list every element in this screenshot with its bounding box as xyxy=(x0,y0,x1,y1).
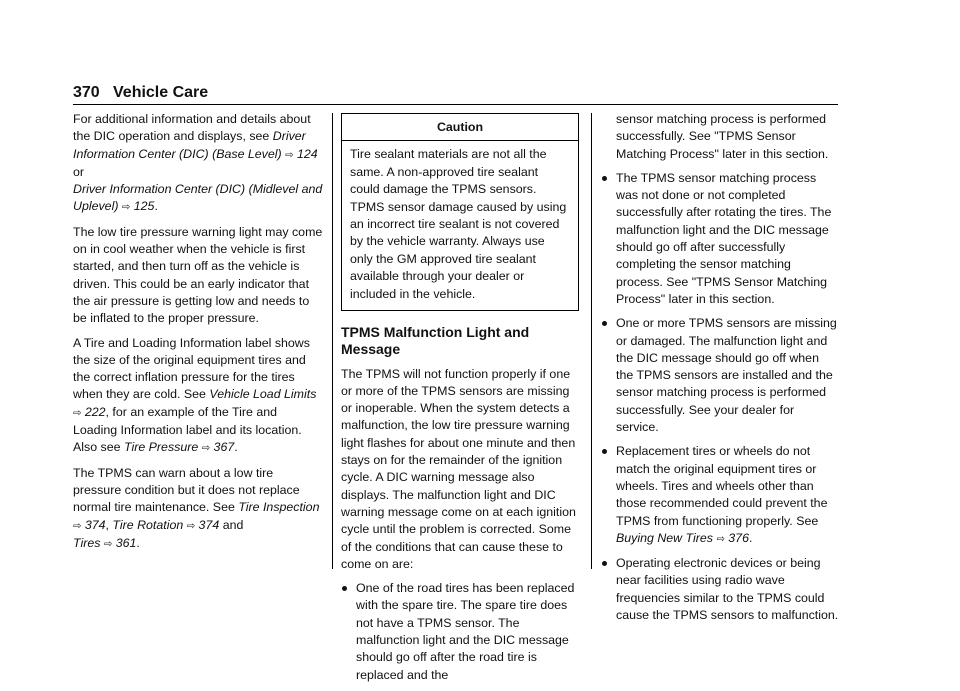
bullet-icon xyxy=(602,321,607,326)
link-dic-base-page[interactable]: 124 xyxy=(296,146,318,161)
link-tire-pressure[interactable]: Tire Pressure xyxy=(123,440,199,455)
link-dic-midlevel-page[interactable]: 125 xyxy=(133,199,155,214)
link-vehicle-load-limits-page[interactable]: 222 xyxy=(84,404,106,419)
paragraph-tire-label: A Tire and Loading Information label shows the size of the original equipment tires and the correct inflation pressure for the tires when they are cold. See Vehicle Load Limits ⇨ 222, for an example of the Tire and Loading Information label and its location. Also see Tire Pressure ⇨ 367. xyxy=(73,335,317,455)
page-ref-icon: ⇨ xyxy=(186,520,196,532)
page-ref-icon: ⇨ xyxy=(73,407,82,419)
page-ref-icon: ⇨ xyxy=(103,538,113,550)
bullet-icon xyxy=(602,449,607,454)
link-buying-new-tires-page[interactable]: 376 xyxy=(728,530,749,545)
link-dic-midlevel[interactable]: Driver Information Center (DIC) (Midlevel and Uplevel) xyxy=(73,182,323,214)
column-divider xyxy=(591,113,592,569)
list-item: One or more TPMS sensors are missing or damaged. The malfunction light and the DIC message should go off when the TPMS sensors are installed and the sensor matching process is performed successfully. See your dealer for service. xyxy=(601,315,839,436)
list-item: Replacement tires or wheels do not match the original equipment tires or wheels. Tires and wheels other than those recommended could prevent the TPMS from functioning properly. See Buying New Tires ⇨ 376. xyxy=(601,443,839,548)
list-item: Operating electronic devices or being near facilities using radio wave frequencies similar to the TPMS could cause the TPMS sensors to malfunction. xyxy=(601,555,839,624)
condition-list xyxy=(601,170,839,624)
page-header xyxy=(73,84,838,106)
page-number: 370 xyxy=(73,84,100,101)
bullet-icon xyxy=(602,176,607,181)
section-title: Vehicle Care xyxy=(113,84,209,101)
bullet-icon xyxy=(602,561,607,566)
header-rule xyxy=(73,104,838,105)
column-3 xyxy=(601,111,839,631)
caution-title: Caution xyxy=(342,114,578,141)
page-ref-icon: ⇨ xyxy=(716,533,725,545)
list-item-continued: sensor matching process is performed successfully. See "TPMS Sensor Matching Process" later in this section. xyxy=(616,112,829,161)
paragraph-low-pressure: The low tire pressure warning light may come on in cool weather when the vehicle is first started, and then turn off as the vehicle is driven. This could be an early indicator that the air pressure is getting low and needs to be inflated to the proper pressure. xyxy=(73,224,323,326)
link-buying-new-tires[interactable]: Buying New Tires xyxy=(616,530,713,545)
link-vehicle-load-limits[interactable]: Vehicle Load Limits xyxy=(209,387,317,402)
paragraph-tpms-warn: The TPMS can warn about a low tire pressure condition but it does not replace normal tire maintenance. See Tire Inspection ⇨ 374, Tire Rotation ⇨ 374 and Tires ⇨ 361. xyxy=(73,465,320,550)
page-ref-icon: ⇨ xyxy=(73,520,82,532)
link-tire-inspection-page[interactable]: 374 xyxy=(84,517,106,532)
page-ref-icon: ⇨ xyxy=(201,443,211,455)
column-2 xyxy=(341,111,579,691)
link-tire-inspection[interactable]: Tire Inspection xyxy=(238,500,320,515)
link-tires-page[interactable]: 361 xyxy=(115,535,137,550)
paragraph-dic-info: For additional information and details about the DIC operation and displays, see Driver Information Center (DIC) (Base Level) ⇨ 124 or Driver Information Center (DIC) (Midlevel and Uplevel) ⇨ 125. xyxy=(73,112,323,214)
list-item: One of the road tires has been replaced with the spare tire. The spare tire does not have a TPMS sensor. The malfunction light and the DIC message should go off after the road tire is replaced and the xyxy=(341,580,579,684)
caution-box xyxy=(341,113,579,311)
list-item: The TPMS sensor matching process was not done or not completed successfully after rotating the tires. The malfunction light and the DIC message should go off after successfully completing the sensor matching process. See "TPMS Sensor Matching Process" later in this section. xyxy=(601,170,839,308)
link-tire-rotation-page[interactable]: 374 xyxy=(198,517,220,532)
page-ref-icon: ⇨ xyxy=(285,149,294,161)
bullet-icon xyxy=(342,586,347,591)
section-heading: TPMS Malfunction Light and Message xyxy=(341,323,530,358)
link-tire-pressure-page[interactable]: 367 xyxy=(213,440,235,455)
column-divider xyxy=(332,113,333,569)
condition-list xyxy=(341,580,579,684)
link-tires[interactable]: Tires xyxy=(73,535,101,550)
link-tire-rotation[interactable]: Tire Rotation xyxy=(112,517,184,532)
paragraph-malfunction: The TPMS will not function properly if one or more of the TPMS sensors are missing or inoperable. When the system detects a malfunction, the low tire pressure warning light flashes for about one minute and then stays on for the remainder of the ignition cycle. A DIC warning message also displays. The malfunction light and DIC warning message come on at each ignition cycle until the problem is corrected. Some of the conditions that can cause these to come on are: xyxy=(341,366,576,571)
page-ref-icon: ⇨ xyxy=(121,202,131,214)
caution-body: Tire sealant materials are not all the same. A non-approved tire sealant could damage the TPMS sensors. TPMS sensor damage caused by using an incorrect tire sealant is not covered by the vehicle warranty. Always use only the GM approved tire sealant available through your dealer or included in the vehicle. xyxy=(350,147,567,301)
link-dic-base[interactable]: Driver Information Center (DIC) (Base Level) xyxy=(73,129,306,161)
column-1 xyxy=(73,111,323,560)
